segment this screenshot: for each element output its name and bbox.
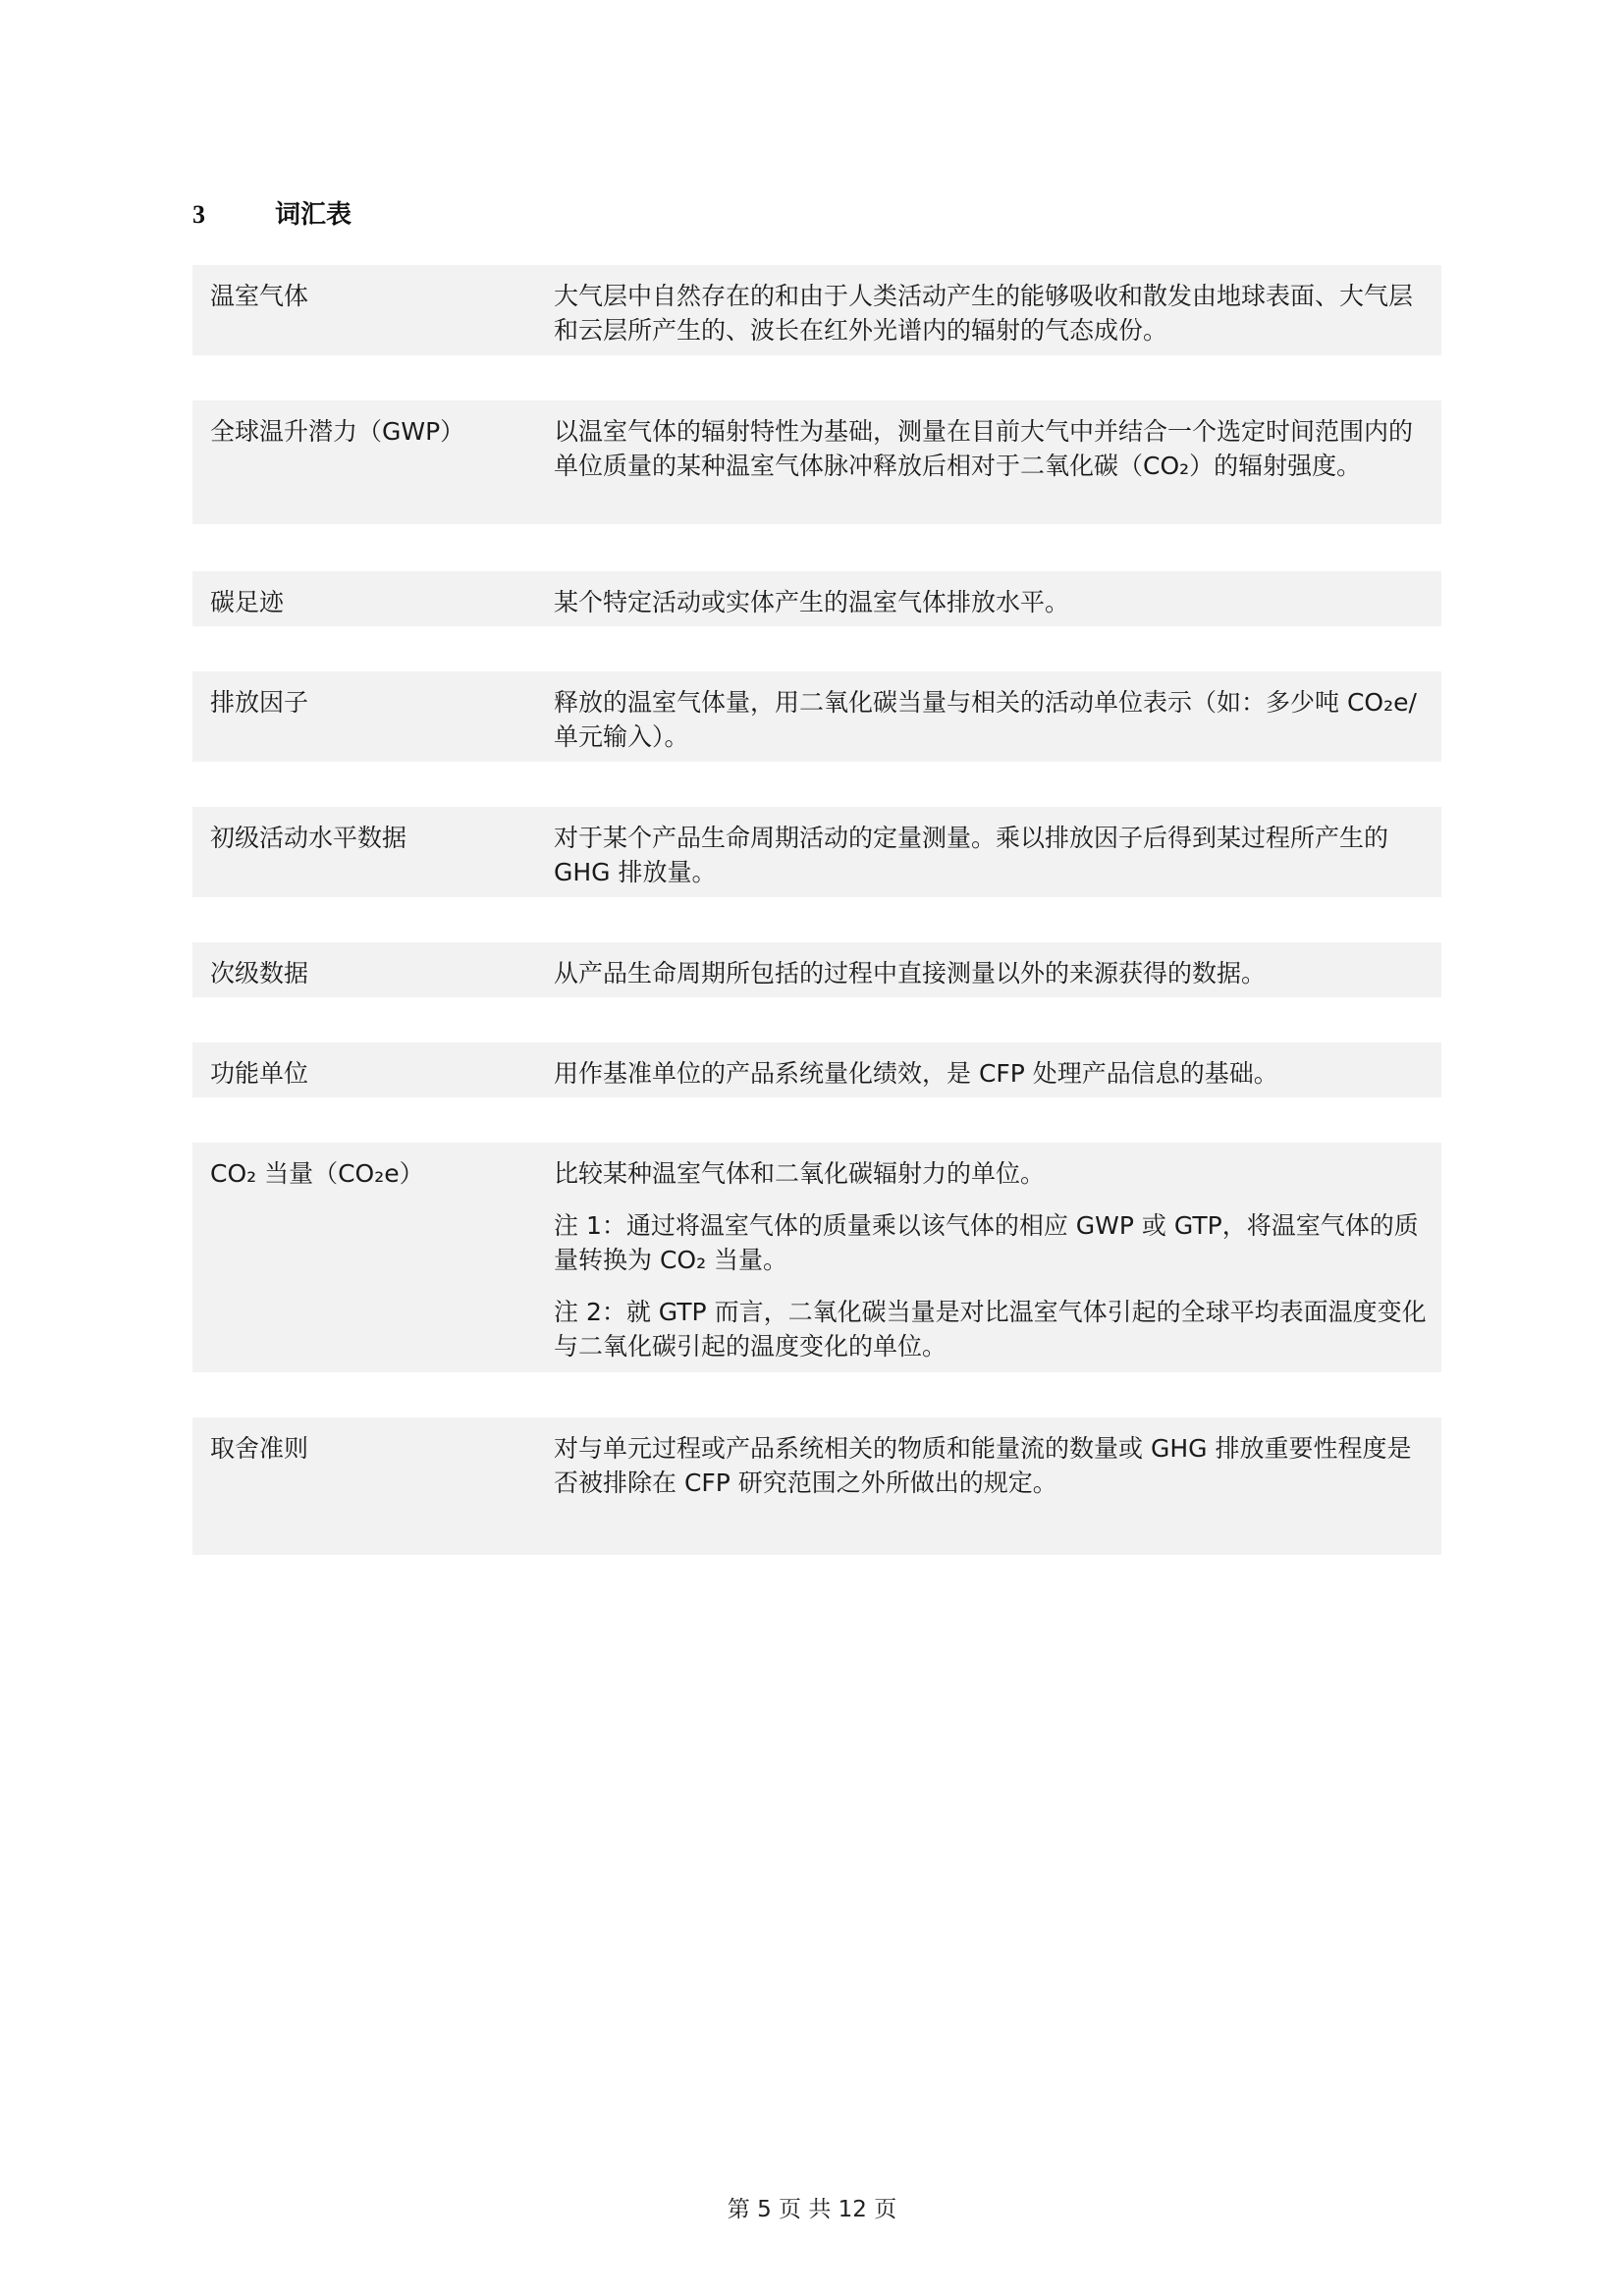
page-footer bbox=[0, 2191, 1624, 2223]
glossary-entry bbox=[192, 807, 1441, 897]
definition-paragraph: 大气层中自然存在的和由于人类活动产生的能够吸收和散发由地球表面、大气层和云层所产生的、波长在红外光谱内的辐射的气态成份。 bbox=[554, 282, 1414, 345]
glossary-term: 次级数据 bbox=[210, 959, 309, 988]
glossary-entry bbox=[192, 265, 1441, 355]
glossary-term: 功能单位 bbox=[210, 1059, 309, 1088]
glossary-term: 初级活动水平数据 bbox=[210, 824, 407, 852]
definition-note: 注 2：就 GTP 而言，二氧化碳当量是对比温室气体引起的全球平均表面温度变化与二氧化碳引起的温度变化的单位。 bbox=[554, 1298, 1427, 1361]
glossary-definition bbox=[554, 279, 1430, 347]
page-number: 第 5 页 共 12 页 bbox=[727, 2197, 897, 2222]
glossary-term: 排放因子 bbox=[210, 688, 309, 717]
glossary-entry bbox=[192, 1042, 1441, 1097]
glossary-definition bbox=[554, 821, 1430, 889]
glossary-term: 全球温升潜力（GWP） bbox=[210, 417, 465, 446]
glossary-entry bbox=[192, 942, 1441, 997]
glossary-entry bbox=[192, 671, 1441, 762]
definition-note: 注 1：通过将温室气体的质量乘以该气体的相应 GWP 或 GTP，将温室气体的质量转换为 CO₂ 当量。 bbox=[554, 1211, 1419, 1274]
glossary-definition bbox=[554, 956, 1430, 990]
definition-paragraph: 对于某个产品生命周期活动的定量测量。乘以排放因子后得到某过程所产生的 GHG 排放量。 bbox=[554, 824, 1389, 886]
definition-paragraph: 从产品生命周期所包括的过程中直接测量以外的来源获得的数据。 bbox=[554, 959, 1267, 988]
glossary-definition bbox=[554, 414, 1430, 483]
glossary-definition bbox=[554, 1056, 1430, 1091]
definition-paragraph: 用作基准单位的产品系统量化绩效，是 CFP 处理产品信息的基础。 bbox=[554, 1059, 1278, 1088]
glossary-entry bbox=[192, 400, 1441, 524]
glossary-term: 碳足迹 bbox=[210, 588, 285, 616]
glossary-term: CO₂ 当量（CO₂e） bbox=[210, 1159, 424, 1188]
section-number: 3 bbox=[192, 200, 205, 229]
definition-paragraph: 对与单元过程或产品系统相关的物质和能量流的数量或 GHG 排放重要性程度是否被排除在 CFP 研究范围之外所做出的规定。 bbox=[554, 1434, 1412, 1497]
definition-paragraph: 释放的温室气体量，用二氧化碳当量与相关的活动单位表示（如：多少吨 CO₂e/单元输入）。 bbox=[554, 688, 1417, 751]
definition-paragraph: 以温室气体的辐射特性为基础，测量在目前大气中并结合一个选定时间范围内的单位质量的某种温室气体脉冲释放后相对于二氧化碳（CO₂）的辐射强度。 bbox=[554, 417, 1414, 480]
glossary-entry bbox=[192, 1143, 1441, 1372]
glossary-term: 取舍准则 bbox=[210, 1434, 309, 1463]
glossary-entry bbox=[192, 571, 1441, 626]
glossary-definition bbox=[554, 1431, 1430, 1500]
definition-paragraph: 比较某种温室气体和二氧化碳辐射力的单位。 bbox=[554, 1159, 1046, 1188]
definition-paragraph: 某个特定活动或实体产生的温室气体排放水平。 bbox=[554, 588, 1070, 616]
section-heading bbox=[192, 194, 352, 231]
glossary-definition bbox=[554, 585, 1430, 619]
glossary-definition bbox=[554, 685, 1430, 754]
glossary-term: 温室气体 bbox=[210, 282, 309, 310]
section-title: 词汇表 bbox=[275, 200, 352, 230]
glossary-entry bbox=[192, 1417, 1441, 1555]
glossary-definition bbox=[554, 1156, 1430, 1363]
